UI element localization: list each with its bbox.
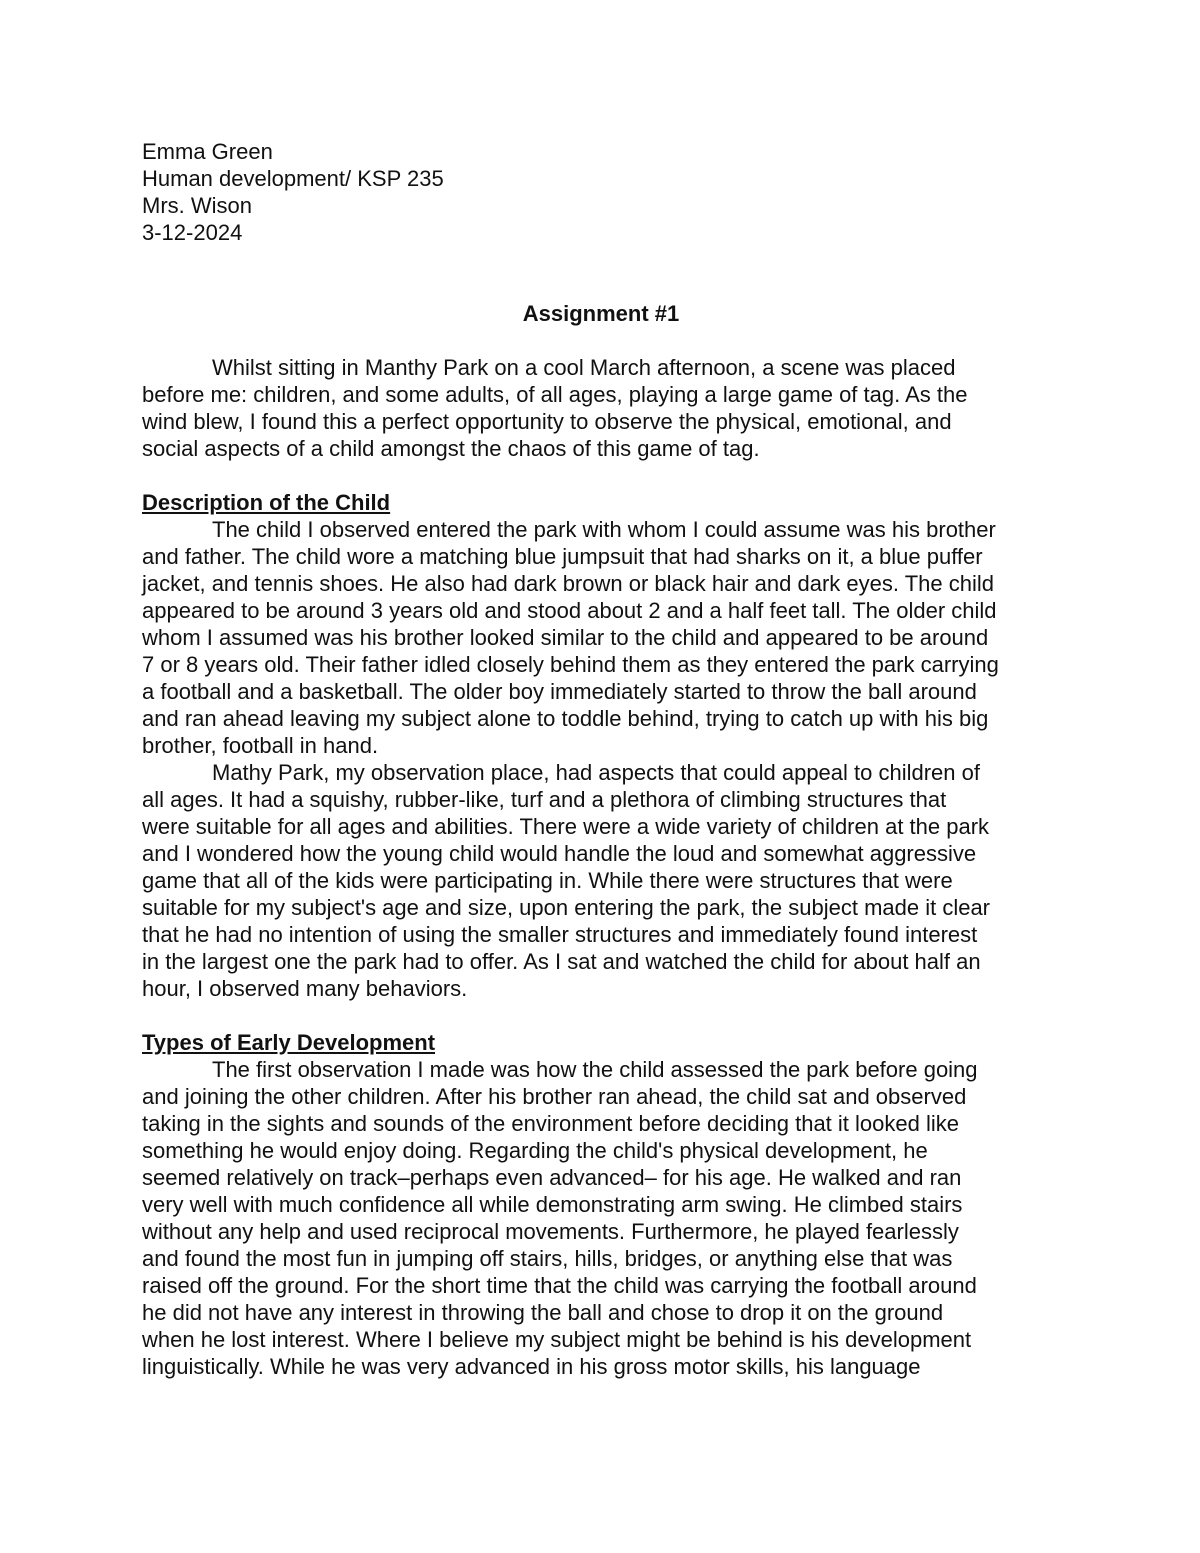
- description-paragraph-2: [142, 759, 1060, 1002]
- header-block: [142, 138, 1060, 246]
- description-paragraph-1: [142, 516, 1060, 759]
- paragraph-line: whom I assumed was his brother looked similar to the child and appeared to be around: [142, 625, 989, 650]
- paragraph-line: Mathy Park, my observation place, had aspects that could appeal to children of: [212, 760, 980, 785]
- paragraph-line: suitable for my subject's age and size, upon entering the park, the subject made it clear: [142, 895, 991, 920]
- paragraph-line: Whilst sitting in Manthy Park on a cool March afternoon, a scene was placed: [212, 355, 956, 380]
- section-heading-development: Types of Early Development: [142, 1030, 436, 1055]
- paragraph-line: brother, football in hand.: [142, 733, 379, 758]
- paragraph-line: without any help and used reciprocal movements. Furthermore, he played fearlessly: [142, 1219, 959, 1244]
- section-heading-description: Description of the Child: [142, 490, 391, 515]
- document-title: Assignment #1: [522, 301, 680, 326]
- paragraph-line: and I wondered how the young child would handle the loud and somewhat aggressive: [142, 841, 977, 866]
- course-name: Human development/ KSP 235: [142, 166, 444, 191]
- paragraph-line: that he had no intention of using the smaller structures and immediately found interest: [142, 922, 978, 947]
- paragraph-line: and ran ahead leaving my subject alone to toddle behind, trying to catch up with his big: [142, 706, 989, 731]
- paragraph-line: something he would enjoy doing. Regarding the child's physical development, he: [142, 1138, 928, 1163]
- paragraph-line: The child I observed entered the park with whom I could assume was his brother: [212, 517, 996, 542]
- teacher-name: Mrs. Wison: [142, 193, 252, 218]
- paragraph-line: and father. The child wore a matching blue jumpsuit that had sharks on it, a blue puffer: [142, 544, 983, 569]
- paragraph-line: linguistically. While he was very advanced in his gross motor skills, his language: [142, 1354, 921, 1379]
- paragraph-line: and found the most fun in jumping off stairs, hills, bridges, or anything else that was: [142, 1246, 953, 1271]
- paragraph-line: wind blew, I found this a perfect opportunity to observe the physical, emotional, and: [142, 409, 952, 434]
- paragraph-line: seemed relatively on track–perhaps even advanced– for his age. He walked and ran: [142, 1165, 962, 1190]
- paragraph-line: were suitable for all ages and abilities. There were a wide variety of children at the park: [142, 814, 990, 839]
- document-date: 3-12-2024: [142, 220, 243, 245]
- paragraph-line: a football and a basketball. The older boy immediately started to throw the ball around: [142, 679, 977, 704]
- paragraph-line: and joining the other children. After his brother ran ahead, the child sat and observed: [142, 1084, 967, 1109]
- paragraph-line: social aspects of a child amongst the chaos of this game of tag.: [142, 436, 760, 461]
- paragraph-line: 7 or 8 years old. Their father idled closely behind them as they entered the park carrying: [142, 652, 999, 677]
- author-name: Emma Green: [142, 139, 273, 164]
- document-page: [142, 138, 1060, 1380]
- paragraph-line: he did not have any interest in throwing the ball and chose to drop it on the ground: [142, 1300, 944, 1325]
- paragraph-line: in the largest one the park had to offer. As I sat and watched the child for about half an: [142, 949, 981, 974]
- paragraph-line: jacket, and tennis shoes. He also had dark brown or black hair and dark eyes. The child: [142, 571, 994, 596]
- paragraph-line: appeared to be around 3 years old and stood about 2 and a half feet tall. The older child: [142, 598, 997, 623]
- paragraph-line: game that all of the kids were participating in. While there were structures that were: [142, 868, 953, 893]
- development-paragraph-1: [142, 1056, 1060, 1380]
- paragraph-line: all ages. It had a squishy, rubber-like, turf and a plethora of climbing structures that: [142, 787, 947, 812]
- paragraph-line: very well with much confidence all while demonstrating arm swing. He climbed stairs: [142, 1192, 963, 1217]
- paragraph-line: before me: children, and some adults, of all ages, playing a large game of tag. As the: [142, 382, 968, 407]
- paragraph-line: when he lost interest. Where I believe my subject might be behind is his development: [142, 1327, 972, 1352]
- paragraph-line: hour, I observed many behaviors.: [142, 976, 468, 1001]
- paragraph-line: The first observation I made was how the child assessed the park before going: [212, 1057, 978, 1082]
- paragraph-line: taking in the sights and sounds of the environment before deciding that it looked like: [142, 1111, 959, 1136]
- intro-paragraph: [142, 354, 1060, 462]
- paragraph-line: raised off the ground. For the short time that the child was carrying the football around: [142, 1273, 977, 1298]
